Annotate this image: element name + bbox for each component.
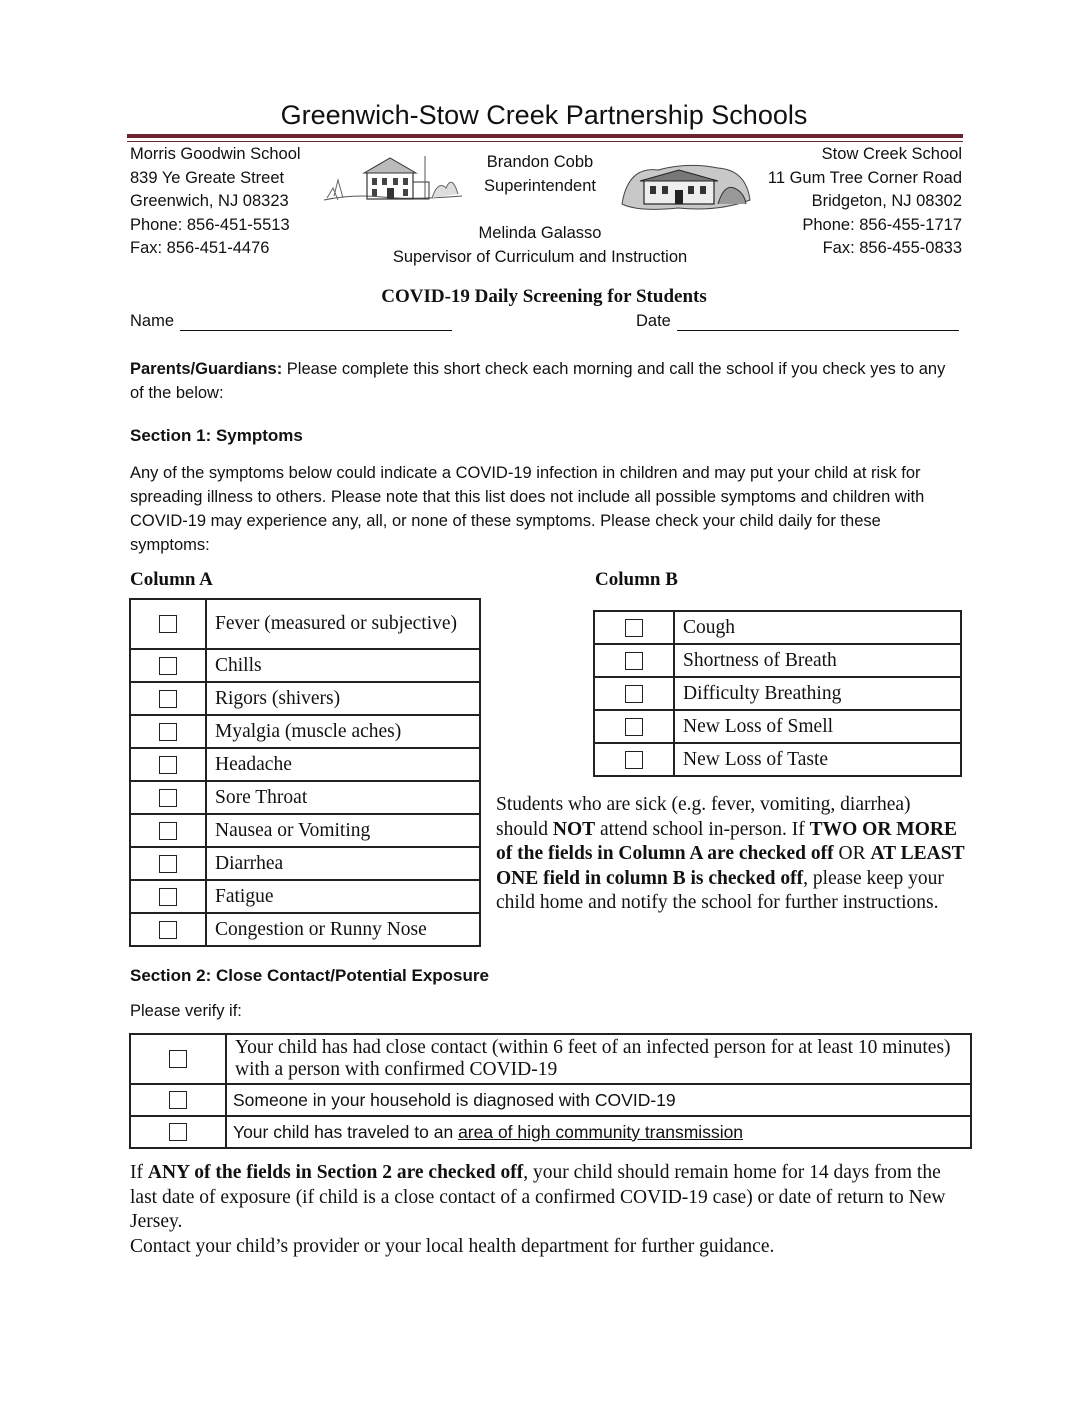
checkbox-diarrhea[interactable] [159, 855, 177, 873]
table-row [594, 644, 961, 677]
superintendent-block [460, 150, 620, 198]
checkbox-fever[interactable] [159, 615, 177, 633]
table-row [130, 847, 480, 880]
note-bold: NOT [552, 818, 596, 840]
section1-description: Any of the symptoms below could indicate a COVID-19 infection in children and may put your child at risk for spreading illness to others. Please note that this list does not include all possible symptoms and children with COVID-19 may experience any, all, or none of these symptoms. Please check your child daily for these symptoms: [130, 464, 925, 554]
left-school-phone: Phone: 856-451-5513 [130, 215, 290, 234]
name-label: Name [130, 312, 175, 330]
supervisor-title: Supervisor of Curriculum and Instruction [392, 248, 688, 266]
footer-guidance [130, 1161, 970, 1259]
superintendent-title: Superintendent [484, 177, 596, 195]
symptom-label: Difficulty Breathing [674, 677, 961, 710]
checkbox-loss-of-smell[interactable] [625, 718, 643, 736]
header-rule-thin [127, 141, 963, 142]
symptom-label: Chills [206, 649, 480, 682]
note-bold: AT LEAST ONE field in column B is checked off [496, 843, 965, 889]
symptom-label: Cough [674, 611, 961, 644]
column-a-heading: Column A [130, 569, 213, 590]
date-field-row [636, 312, 959, 331]
parents-intro [130, 357, 950, 405]
table-row [594, 743, 961, 776]
sick-student-note [496, 793, 966, 916]
checkbox-fatigue[interactable] [159, 888, 177, 906]
right-school-name: Stow Creek School [821, 145, 962, 163]
table-row [130, 1116, 971, 1148]
section1-heading: Section 1: Symptoms [130, 426, 303, 445]
note-bold: TWO OR MORE of the fields in Column A are checked off [496, 818, 957, 864]
checkbox-nausea[interactable] [159, 822, 177, 840]
symptom-label: New Loss of Smell [674, 710, 961, 743]
checkbox-chills[interactable] [159, 657, 177, 675]
table-row [130, 880, 480, 913]
table-row [130, 781, 480, 814]
left-school-city: Greenwich, NJ 08323 [130, 192, 289, 211]
checkbox-loss-of-taste[interactable] [625, 751, 643, 769]
footer-text: If [130, 1162, 148, 1183]
verify-label: Please verify if: [130, 1002, 242, 1020]
supervisor-block [370, 221, 710, 269]
table-row [130, 649, 480, 682]
right-school-phone: Phone: 856-455-1717 [802, 215, 962, 234]
supervisor-name: Melinda Galasso [478, 224, 602, 242]
column-b-symptom-table [593, 610, 962, 777]
footer-text: , your child should remain home for 14 days from the last date of exposure (if child is a close contact of a confirmed COVID-19 case) or date of return to New Jersey. [130, 1162, 946, 1232]
right-school-street: 11 Gum Tree Corner Road [767, 168, 962, 187]
column-a-symptom-table [129, 598, 481, 947]
left-school-name: Morris Goodwin School [130, 145, 301, 163]
date-label: Date [636, 312, 671, 330]
right-school-fax: Fax: 856-455-0833 [822, 239, 962, 258]
table-row [130, 1034, 971, 1084]
checkbox-rigors[interactable] [159, 690, 177, 708]
table-row [130, 913, 480, 946]
intro-text: Please complete this short check each morning and call the school if you check yes to any of the below: [130, 360, 946, 402]
form-title: COVID-19 Daily Screening for Students [381, 286, 707, 307]
checkbox-sore-throat[interactable] [159, 789, 177, 807]
checkbox-close-contact[interactable] [169, 1050, 187, 1068]
school-building-sketch-right [618, 160, 754, 214]
footer-contact-line: Contact your child’s provider or your local health department for further guidance. [130, 1235, 775, 1257]
section2-heading: Section 2: Close Contact/Potential Exposure [130, 966, 489, 985]
footer-paragraph [130, 1161, 970, 1235]
checkbox-household-diagnosed[interactable] [169, 1091, 187, 1109]
symptom-label: Sore Throat [206, 781, 480, 814]
right-school-city: Bridgeton, NJ 08302 [811, 192, 962, 211]
left-school-address [130, 143, 301, 261]
page-title: Greenwich-Stow Creek Partnership Schools [280, 100, 808, 130]
high-transmission-link[interactable]: area of high community transmission [458, 1121, 744, 1142]
table-row [130, 599, 480, 649]
note-text: Students who are sick (e.g. fever, vomiting, diarrhea) should [496, 794, 911, 840]
checkbox-traveled[interactable] [169, 1123, 187, 1141]
superintendent-name: Brandon Cobb [486, 153, 594, 171]
note-text: , please keep your child home and notify the school for further instructions. [496, 867, 944, 913]
exposure-table [129, 1033, 972, 1149]
symptom-label: Headache [206, 748, 480, 781]
table-row [130, 1084, 971, 1116]
exposure-label: Your child has had close contact (within 6 feet of an infected person for at least 10 minutes) with a person with confirmed COVID-19 [226, 1034, 971, 1084]
school-building-sketch-left [322, 150, 464, 210]
checkbox-congestion[interactable] [159, 921, 177, 939]
checkbox-headache[interactable] [159, 756, 177, 774]
table-row [594, 611, 961, 644]
exposure-label: Someone in your household is diagnosed with COVID-19 [226, 1084, 971, 1116]
table-row [130, 814, 480, 847]
checkbox-difficulty-breathing[interactable] [625, 685, 643, 703]
right-school-address [768, 143, 962, 261]
symptom-label: Rigors (shivers) [206, 682, 480, 715]
column-b-heading: Column B [595, 569, 678, 590]
note-text: attend school in-person. If [595, 818, 810, 840]
date-input-line[interactable] [677, 313, 959, 331]
symptom-label: Fatigue [206, 880, 480, 913]
table-row [130, 715, 480, 748]
name-field-row [130, 312, 452, 331]
checkbox-shortness-of-breath[interactable] [625, 652, 643, 670]
symptom-label: Fever (measured or subjective) [206, 599, 480, 649]
symptom-label: Myalgia (muscle aches) [206, 715, 480, 748]
symptom-label: Shortness of Breath [674, 644, 961, 677]
exposure-label [226, 1116, 971, 1148]
symptom-label: Diarrhea [206, 847, 480, 880]
table-row [130, 748, 480, 781]
travel-text: Your child has traveled to an [233, 1121, 459, 1142]
symptom-label: New Loss of Taste [674, 743, 961, 776]
note-text: OR [833, 843, 871, 864]
table-row [130, 682, 480, 715]
table-row [594, 677, 961, 710]
table-row [594, 710, 961, 743]
left-school-fax: Fax: 856-451-4476 [130, 239, 270, 258]
footer-bold: ANY of the fields in Section 2 are checked off [147, 1162, 524, 1183]
name-input-line[interactable] [180, 313, 452, 331]
checkbox-myalgia[interactable] [159, 723, 177, 741]
symptom-label: Nausea or Vomiting [206, 814, 480, 847]
symptom-label: Congestion or Runny Nose [206, 913, 480, 946]
left-school-street: 839 Ye Greate Street [130, 168, 285, 187]
intro-lead: Parents/Guardians: [130, 360, 283, 378]
checkbox-cough[interactable] [625, 619, 643, 637]
header-rule-thick [127, 134, 963, 138]
